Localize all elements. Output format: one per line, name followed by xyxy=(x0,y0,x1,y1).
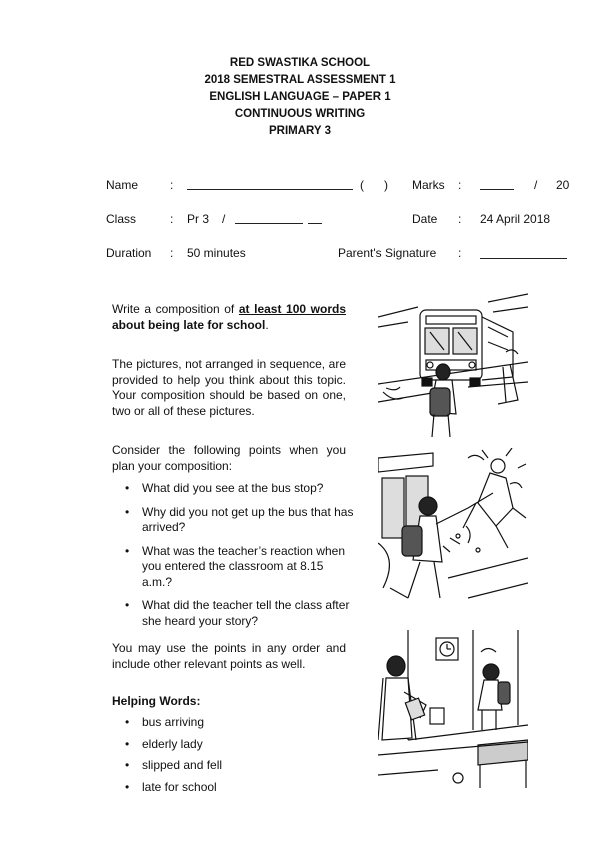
duration-colon: : xyxy=(170,246,174,260)
consider-intro: Consider the following points when you plan your composition: xyxy=(112,443,346,473)
word-count-emphasis: at least 100 words xyxy=(238,302,347,316)
helping-word: elderly lady xyxy=(142,736,203,751)
list-item xyxy=(114,598,354,629)
date-label: Date xyxy=(412,212,438,226)
late-student-picture xyxy=(378,630,528,788)
signature-colon: : xyxy=(458,246,462,260)
bullet: • xyxy=(125,504,130,519)
date-value: 24 April 2018 xyxy=(480,212,551,226)
helping-word: late for school xyxy=(142,779,217,794)
class-field[interactable] xyxy=(235,223,303,224)
point-text: What was the teacher’s reaction when you entered the classroom at 8.15 a.m.? xyxy=(142,543,345,589)
task-end: . xyxy=(265,317,269,332)
name-field[interactable] xyxy=(187,189,353,190)
duration-value: 50 minutes xyxy=(187,246,246,260)
subject-title: ENGLISH LANGUAGE – PAPER 1 xyxy=(209,91,391,103)
exam-title: 2018 SEMESTRAL ASSESSMENT 1 xyxy=(204,74,396,86)
class-slash: / xyxy=(222,212,226,226)
list-item xyxy=(114,481,354,497)
list-item xyxy=(114,505,354,536)
point-text: Why did you not get up the bus that has arrived? xyxy=(142,504,354,534)
class-field-extra[interactable] xyxy=(308,223,322,224)
lady-falling-picture xyxy=(378,448,528,608)
class-colon: : xyxy=(170,212,174,226)
list-item xyxy=(114,758,354,774)
list-item xyxy=(114,737,354,753)
bullet: • xyxy=(125,598,130,612)
index-paren-close: ) xyxy=(384,178,388,192)
helping-words-title: Helping Words: xyxy=(112,694,201,708)
bullet: • xyxy=(125,543,130,558)
signature-label: Parent's Signature xyxy=(338,246,437,260)
marks-total: 20 xyxy=(556,178,570,192)
school-name: RED SWASTIKA SCHOOL xyxy=(229,57,371,69)
marks-colon: : xyxy=(458,178,462,192)
guiding-points-list xyxy=(114,481,354,637)
section-title: CONTINUOUS WRITING xyxy=(234,108,366,120)
marks-label: Marks xyxy=(412,178,445,192)
point-text: What did the teacher tell the class after she heard your story? xyxy=(142,598,350,628)
bus-arriving-picture xyxy=(378,292,528,437)
duration-label: Duration xyxy=(106,246,152,260)
index-paren-open: ( xyxy=(360,178,364,192)
helping-word: slipped and fell xyxy=(142,758,223,772)
name-colon: : xyxy=(170,178,174,192)
date-colon: : xyxy=(458,212,462,226)
order-note: You may use the points in any order and include other relevant points as well. xyxy=(112,641,346,671)
list-item xyxy=(114,544,354,591)
class-label: Class xyxy=(106,212,137,226)
helping-words-list xyxy=(114,715,354,801)
point-text: What did you see at the bus stop? xyxy=(142,481,324,495)
name-label: Name xyxy=(106,178,139,192)
bullet: • xyxy=(125,736,130,751)
bullet: • xyxy=(125,779,130,794)
paper-header xyxy=(0,55,600,140)
list-item xyxy=(114,780,354,796)
bullet: • xyxy=(125,481,130,495)
task-prefix: Write a composition of xyxy=(112,302,239,316)
level-title: PRIMARY 3 xyxy=(269,125,331,137)
pictures-note: The pictures, not arranged in sequence, are provided to help you think about this topic. Your composition should be based on one, two or all of these pictures. xyxy=(112,357,346,418)
bullet: • xyxy=(125,715,130,729)
task-topic: about being late for school xyxy=(112,317,266,332)
marks-slash: / xyxy=(534,178,538,192)
marks-field[interactable] xyxy=(480,189,514,190)
bullet: • xyxy=(125,758,130,772)
class-value: Pr 3 xyxy=(187,212,210,226)
task-instruction xyxy=(112,302,346,333)
list-item xyxy=(114,715,354,731)
helping-word: bus arriving xyxy=(142,715,205,729)
signature-field[interactable] xyxy=(480,258,567,259)
